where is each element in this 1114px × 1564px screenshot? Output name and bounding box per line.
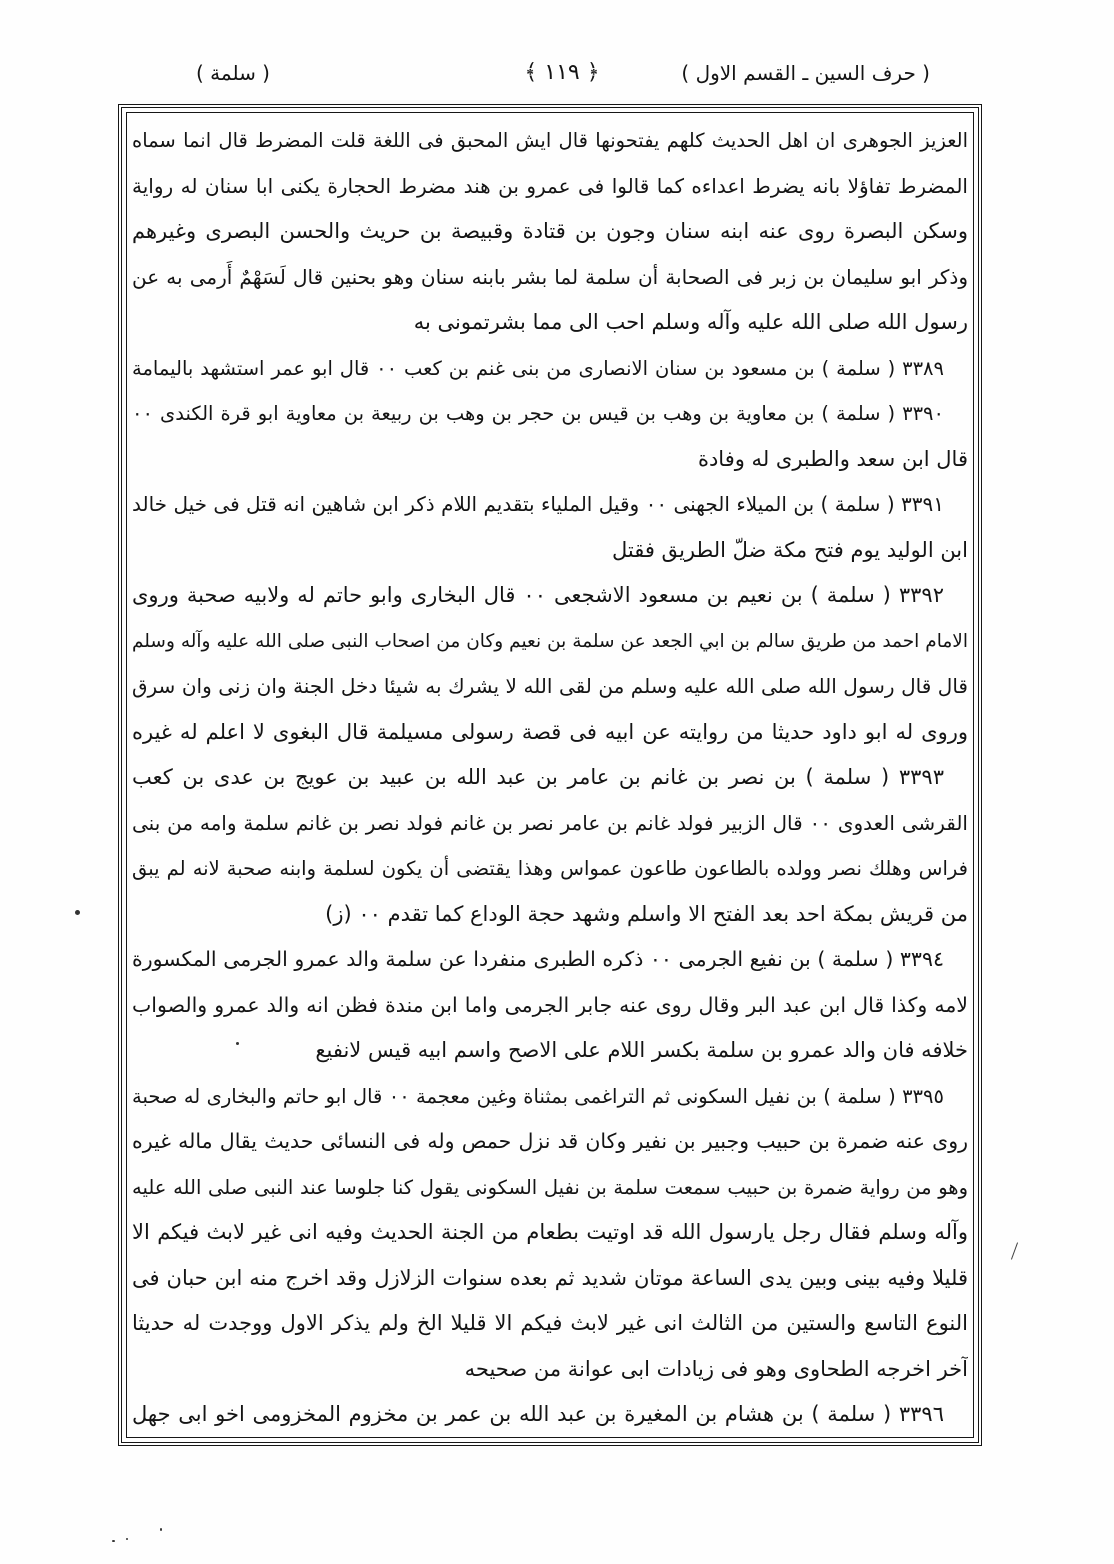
entry-name: ( سلمة ) [823, 1084, 896, 1108]
running-header-section: ( حرف السين ـ القسم الاول ) [681, 61, 930, 85]
text-line: ابن الوليد يوم فتح مكة ضلّ الطريق فقتل [611, 537, 968, 562]
scan-mark [1011, 1242, 1018, 1259]
text-line: فراس وهلك نصر وولده بالطاعون طاعون عمواس وهذا يقتضى أن يكون لسلمة وابنه صحبة لانه لم يبق [132, 857, 968, 880]
entry-heading-line [132, 573, 968, 619]
text-line: المضرط تفاؤلا بانه يضرط اعداءه كما قالوا فى عمرو بن هند مضرط الحجارة يكنى ابا سنان له رواية [132, 173, 968, 198]
entry-text: بن نصر بن غانم بن عامر بن عبد الله بن عبيد بن عويج بن عدى بن كعب [132, 765, 796, 789]
text-line: من قريش بمكة احد بعد الفتح الا واسلم وشهد حجة الوداع كما تقدم ٠٠ (ز) [325, 901, 968, 926]
text-line: وهو من رواية ضمرة بن حبيب سمعت سلمة بن نفيل السكونى يقول كنا جلوسا عند النبى صلى الله عليه [132, 1175, 968, 1199]
text-line: وسكن البصرة روى عنه ابنه سنان وجون بن قتادة وقبيصة بن حريث والحسن البصرى وغيرهم [132, 219, 968, 243]
entry-heading-line [132, 482, 968, 528]
entry-number: ٣٣٩٢ [898, 583, 944, 607]
scan-speck [112, 1540, 115, 1542]
scan-speck [75, 910, 80, 915]
entry-name: ( سلمة ) [817, 947, 894, 971]
entry-text: بن مسعود بن سنان الانصارى من بنى غنم بن كعب ٠٠ قال ابو عمر استشهد باليمامة [132, 356, 815, 380]
entry-name: ( سلمة ) [821, 402, 896, 425]
entry-heading-line [132, 1392, 968, 1438]
text-line: وذكر ابو سليمان بن زبر فى الصحابة أن سلمة لما بشر بابنه سنان وهو بحنين قال لَسَهْمٌ أَرمى به عن [132, 264, 968, 289]
entry-name: ( سلمة ) [810, 583, 891, 607]
scan-speck [126, 1538, 128, 1540]
entry-name: ( سلمة ) [820, 492, 895, 516]
entry-number: ٣٣٩٠ [902, 402, 945, 425]
entry-text: بن نفيع الجرمى ٠٠ ذكره الطبرى منفردا عن سلمة والد عمرو الجرمى المكسورة [132, 947, 811, 971]
entry-number: ٣٣٨٩ [902, 356, 945, 380]
entry-heading-line [132, 755, 968, 801]
text-line: رسول الله صلى الله عليه وآله وسلم احب الى مما بشرتمونى به [413, 310, 968, 334]
text-line: قال قال رسول الله صلى الله عليه وسلم من لقى الله لا يشرك به شيئا دخل الجنة وان زنى وان سرق [132, 674, 968, 698]
text-line: النوع التاسع والستين من الثالث انى غير لابث فيكم الا قليلا الخ ولم يذكر الاول ووجدت له حديثا [132, 1311, 968, 1335]
text-frame [118, 104, 982, 1446]
entry-text: بن معاوية بن وهب بن قيس بن حجر بن وهب بن ربيعة بن معاوية ابو قرة الكندى ٠٠ [132, 402, 815, 425]
text-line: الامام احمد من طريق سالم بن ابي الجعد عن سلمة بن نعيم وكان من اصحاب النبى صلى الله عليه وآله وسلم [132, 630, 968, 652]
text-line: وآله وسلم فقال رجل يارسول الله قد اوتيت بطعام من الجنة الحديث وفيه انى غير لابث فيكم الا [132, 1220, 968, 1244]
entry-text: بن نعيم بن مسعود الاشجعى ٠٠ قال البخارى وابو حاتم له ولابيه صحبة وروى [132, 583, 803, 607]
text-line: وروى له ابو داود حديثا من روايته عن ابيه فى قصة رسولى مسيلمة قال البغوى لا اعلم له غيره [132, 719, 968, 744]
entry-name: ( سلمة ) [811, 1402, 892, 1426]
running-header-entry: ( سلمة ) [196, 61, 270, 85]
entry-heading-line [132, 937, 968, 983]
entry-heading-line [132, 391, 968, 437]
entry-text: بن الميلاء الجهنى ٠٠ وقيل الملياء بتقديم اللام ذكر ابن شاهين انه قتل فى خيل خالد [132, 492, 815, 516]
text-line: العزيز الجوهرى ان اهل الحديث كلهم يفتحونها قال ايش المحبق فى اللغة قلت المضرط قال انما سماه [132, 129, 968, 152]
entry-text: بن هشام بن المغيرة بن عبد الله بن عمر بن مخزوم المخزومى اخو ابى جهل [132, 1402, 804, 1426]
entry-number: ٣٣٩٥ [902, 1084, 944, 1108]
page-number: ﴿ ١١٩ ﴾ [524, 60, 600, 85]
text-line: روى عنه ضمرة بن حبيب وجبير بن نفير وكان قد نزل حمص وله فى النسائى حديث يقال ماله غيره [132, 1129, 968, 1153]
scan-speck [236, 1042, 239, 1045]
text-line: قال ابن سعد والطبرى له وفادة [697, 446, 968, 471]
entry-number: ٣٣٩٤ [899, 947, 944, 971]
entry-number: ٣٣٩١ [901, 492, 945, 516]
text-line: آخر اخرجه الطحاوى وهو فى زيادات ابى عوانة من صحيحه [464, 1356, 968, 1381]
entry-heading-line [132, 1074, 968, 1120]
text-line: لامه وكذا قال ابن عبد البر وقال روى عنه جابر الجرمى واما ابن مندة فظن انه والد عمرو والصواب [132, 992, 968, 1017]
entry-name: ( سلمة ) [805, 765, 890, 789]
text-line: خلافه فان والد عمرو بن سلمة بكسر اللام على الاصح واسم ابيه قيس لانفيع [315, 1038, 968, 1062]
entry-number: ٣٣٩٦ [898, 1402, 944, 1426]
entry-text: بن نفيل السكونى ثم التراغمى بمثناة وغين معجمة ٠٠ قال ابو حاتم والبخارى له صحبة [132, 1084, 817, 1108]
entry-heading-line [132, 346, 968, 392]
text-line: القرشى العدوى ٠٠ قال الزبير فولد غانم بن عامر نصر بن غانم فولد نصر بن غانم سلمة وامه من بنى [132, 810, 968, 835]
scan-speck [160, 1528, 162, 1531]
entry-number: ٣٣٩٣ [898, 765, 944, 789]
entry-name: ( سلمة ) [821, 356, 896, 380]
text-line: قليلا وفيه بينى وبين يدى الساعة موتان شديد ثم بعده سنوات الزلازل وقد اخرج منه ابن حبان فى [132, 1265, 968, 1290]
